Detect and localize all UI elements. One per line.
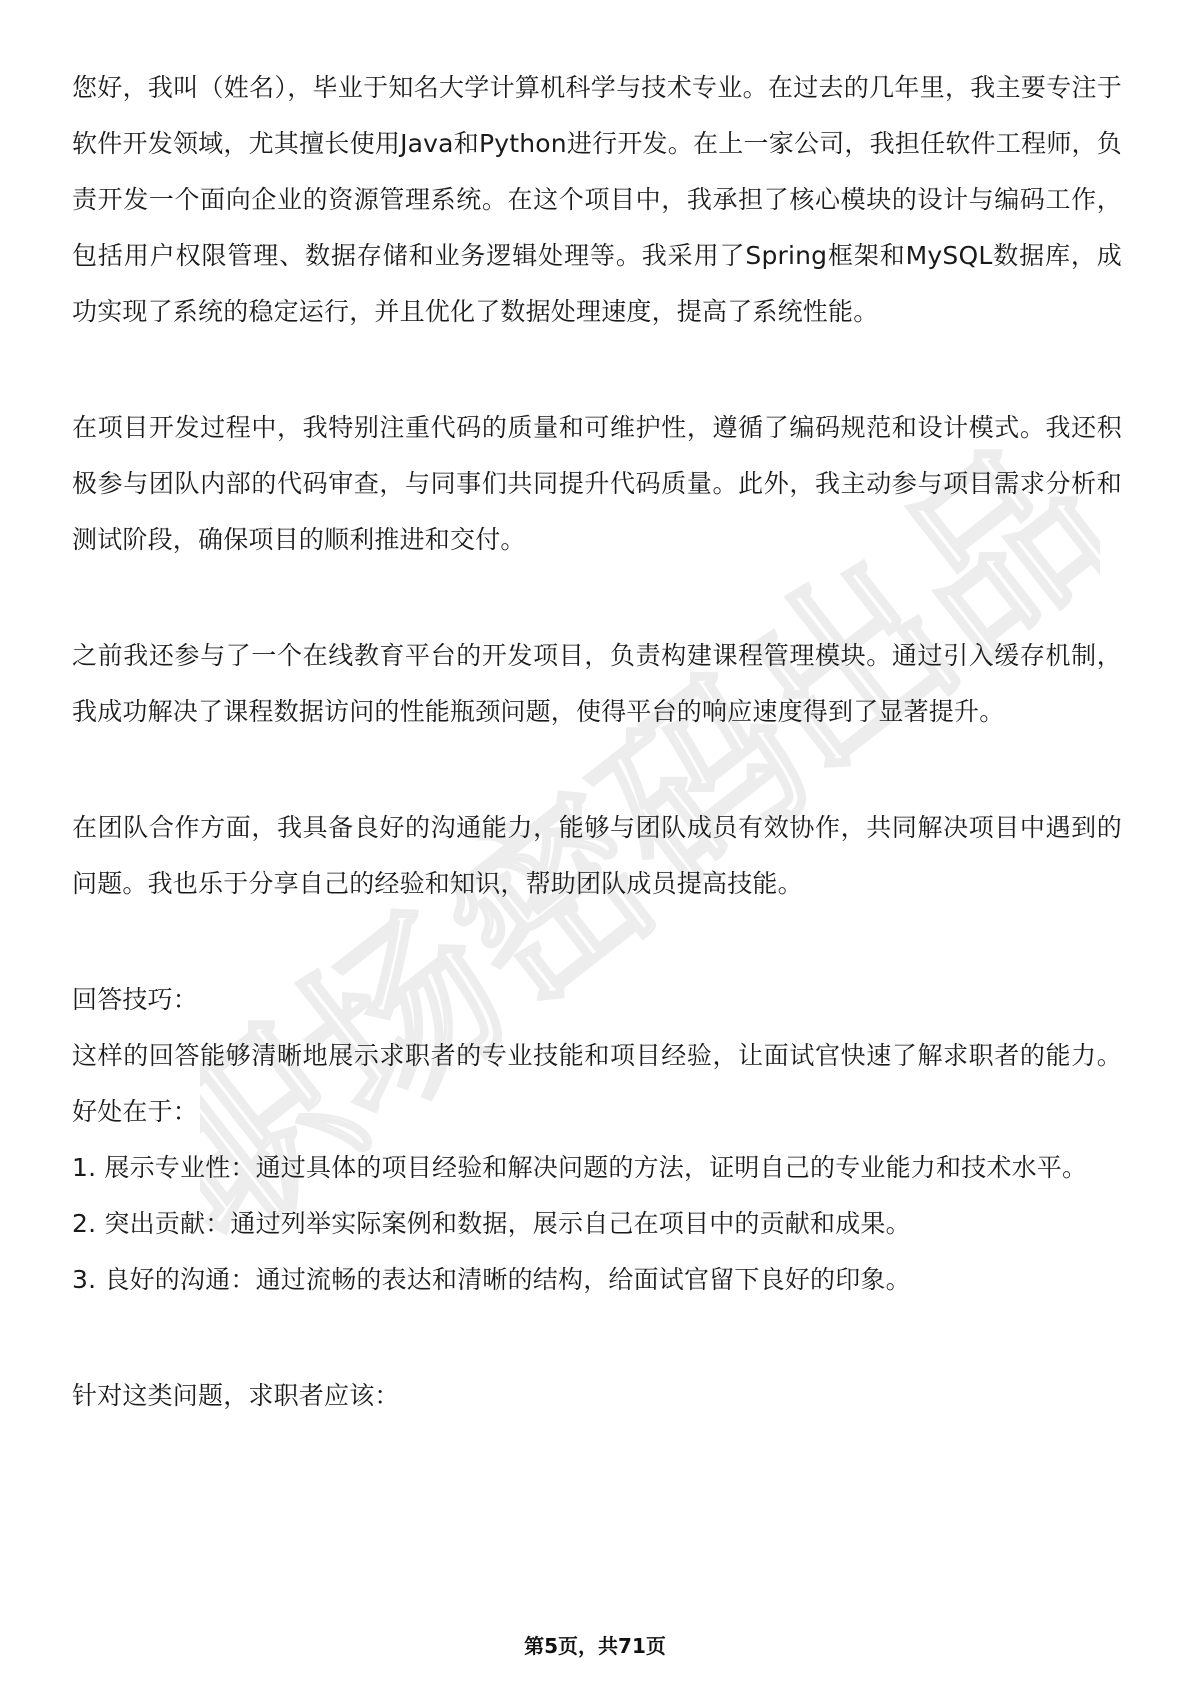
closing-line: 针对这类问题，求职者应该： xyxy=(72,1381,400,1410)
page-number-footer: 第5页，共71页 xyxy=(524,1634,666,1658)
tips-item: 2. 突出贡献：通过列举实际案例和数据，展示自己在项目中的贡献和成果。 xyxy=(72,1209,911,1238)
document-body xyxy=(72,60,1122,1424)
watermark-text: 职场密码出品 xyxy=(200,420,1100,1281)
paragraph-teamwork: 在团队合作方面，我具备良好的沟通能力，能够与团队成员有效协作，共同解决项目中遇到的问题。我也乐于分享自己的经验和知识，帮助团队成员提高技能。 xyxy=(72,813,1122,898)
tips-section xyxy=(72,972,1122,1308)
tips-heading: 回答技巧： xyxy=(72,985,199,1014)
paragraph-quality: 在项目开发过程中，我特别注重代码的质量和可维护性，遵循了编码规范和设计模式。我还积极参与团队内部的代码审查，与同事们共同提升代码质量。此外，我主动参与项目需求分析和测试阶段，确保项目的顺利推进和交付。 xyxy=(72,413,1122,554)
tips-item: 1. 展示专业性：通过具体的项目经验和解决问题的方法，证明自己的专业能力和技术水平。 xyxy=(72,1153,1088,1182)
paragraph-intro: 您好，我叫（姓名），毕业于知名大学计算机科学与技术专业。在过去的几年里，我主要专注于软件开发领域，尤其擅长使用Java和Python进行开发。在上一家公司，我担任软件工程师，负责开发一个面向企业的资源管理系统。在这个项目中，我承担了核心模块的设计与编码工作，包括用户权限管理、数据存储和业务逻辑处理等。我采用了Spring框架和MySQL数据库，成功实现了系统的稳定运行，并且优化了数据处理速度，提高了系统性能。 xyxy=(72,73,1122,326)
tips-intro: 这样的回答能够清晰地展示求职者的专业技能和项目经验，让面试官快速了解求职者的能力。好处在于： xyxy=(72,1041,1122,1126)
tips-item: 3. 良好的沟通：通过流畅的表达和清晰的结构，给面试官留下良好的印象。 xyxy=(72,1265,911,1294)
paragraph-education-platform: 之前我还参与了一个在线教育平台的开发项目，负责构建课程管理模块。通过引入缓存机制，我成功解决了课程数据访问的性能瓶颈问题，使得平台的响应速度得到了显著提升。 xyxy=(72,641,1122,726)
